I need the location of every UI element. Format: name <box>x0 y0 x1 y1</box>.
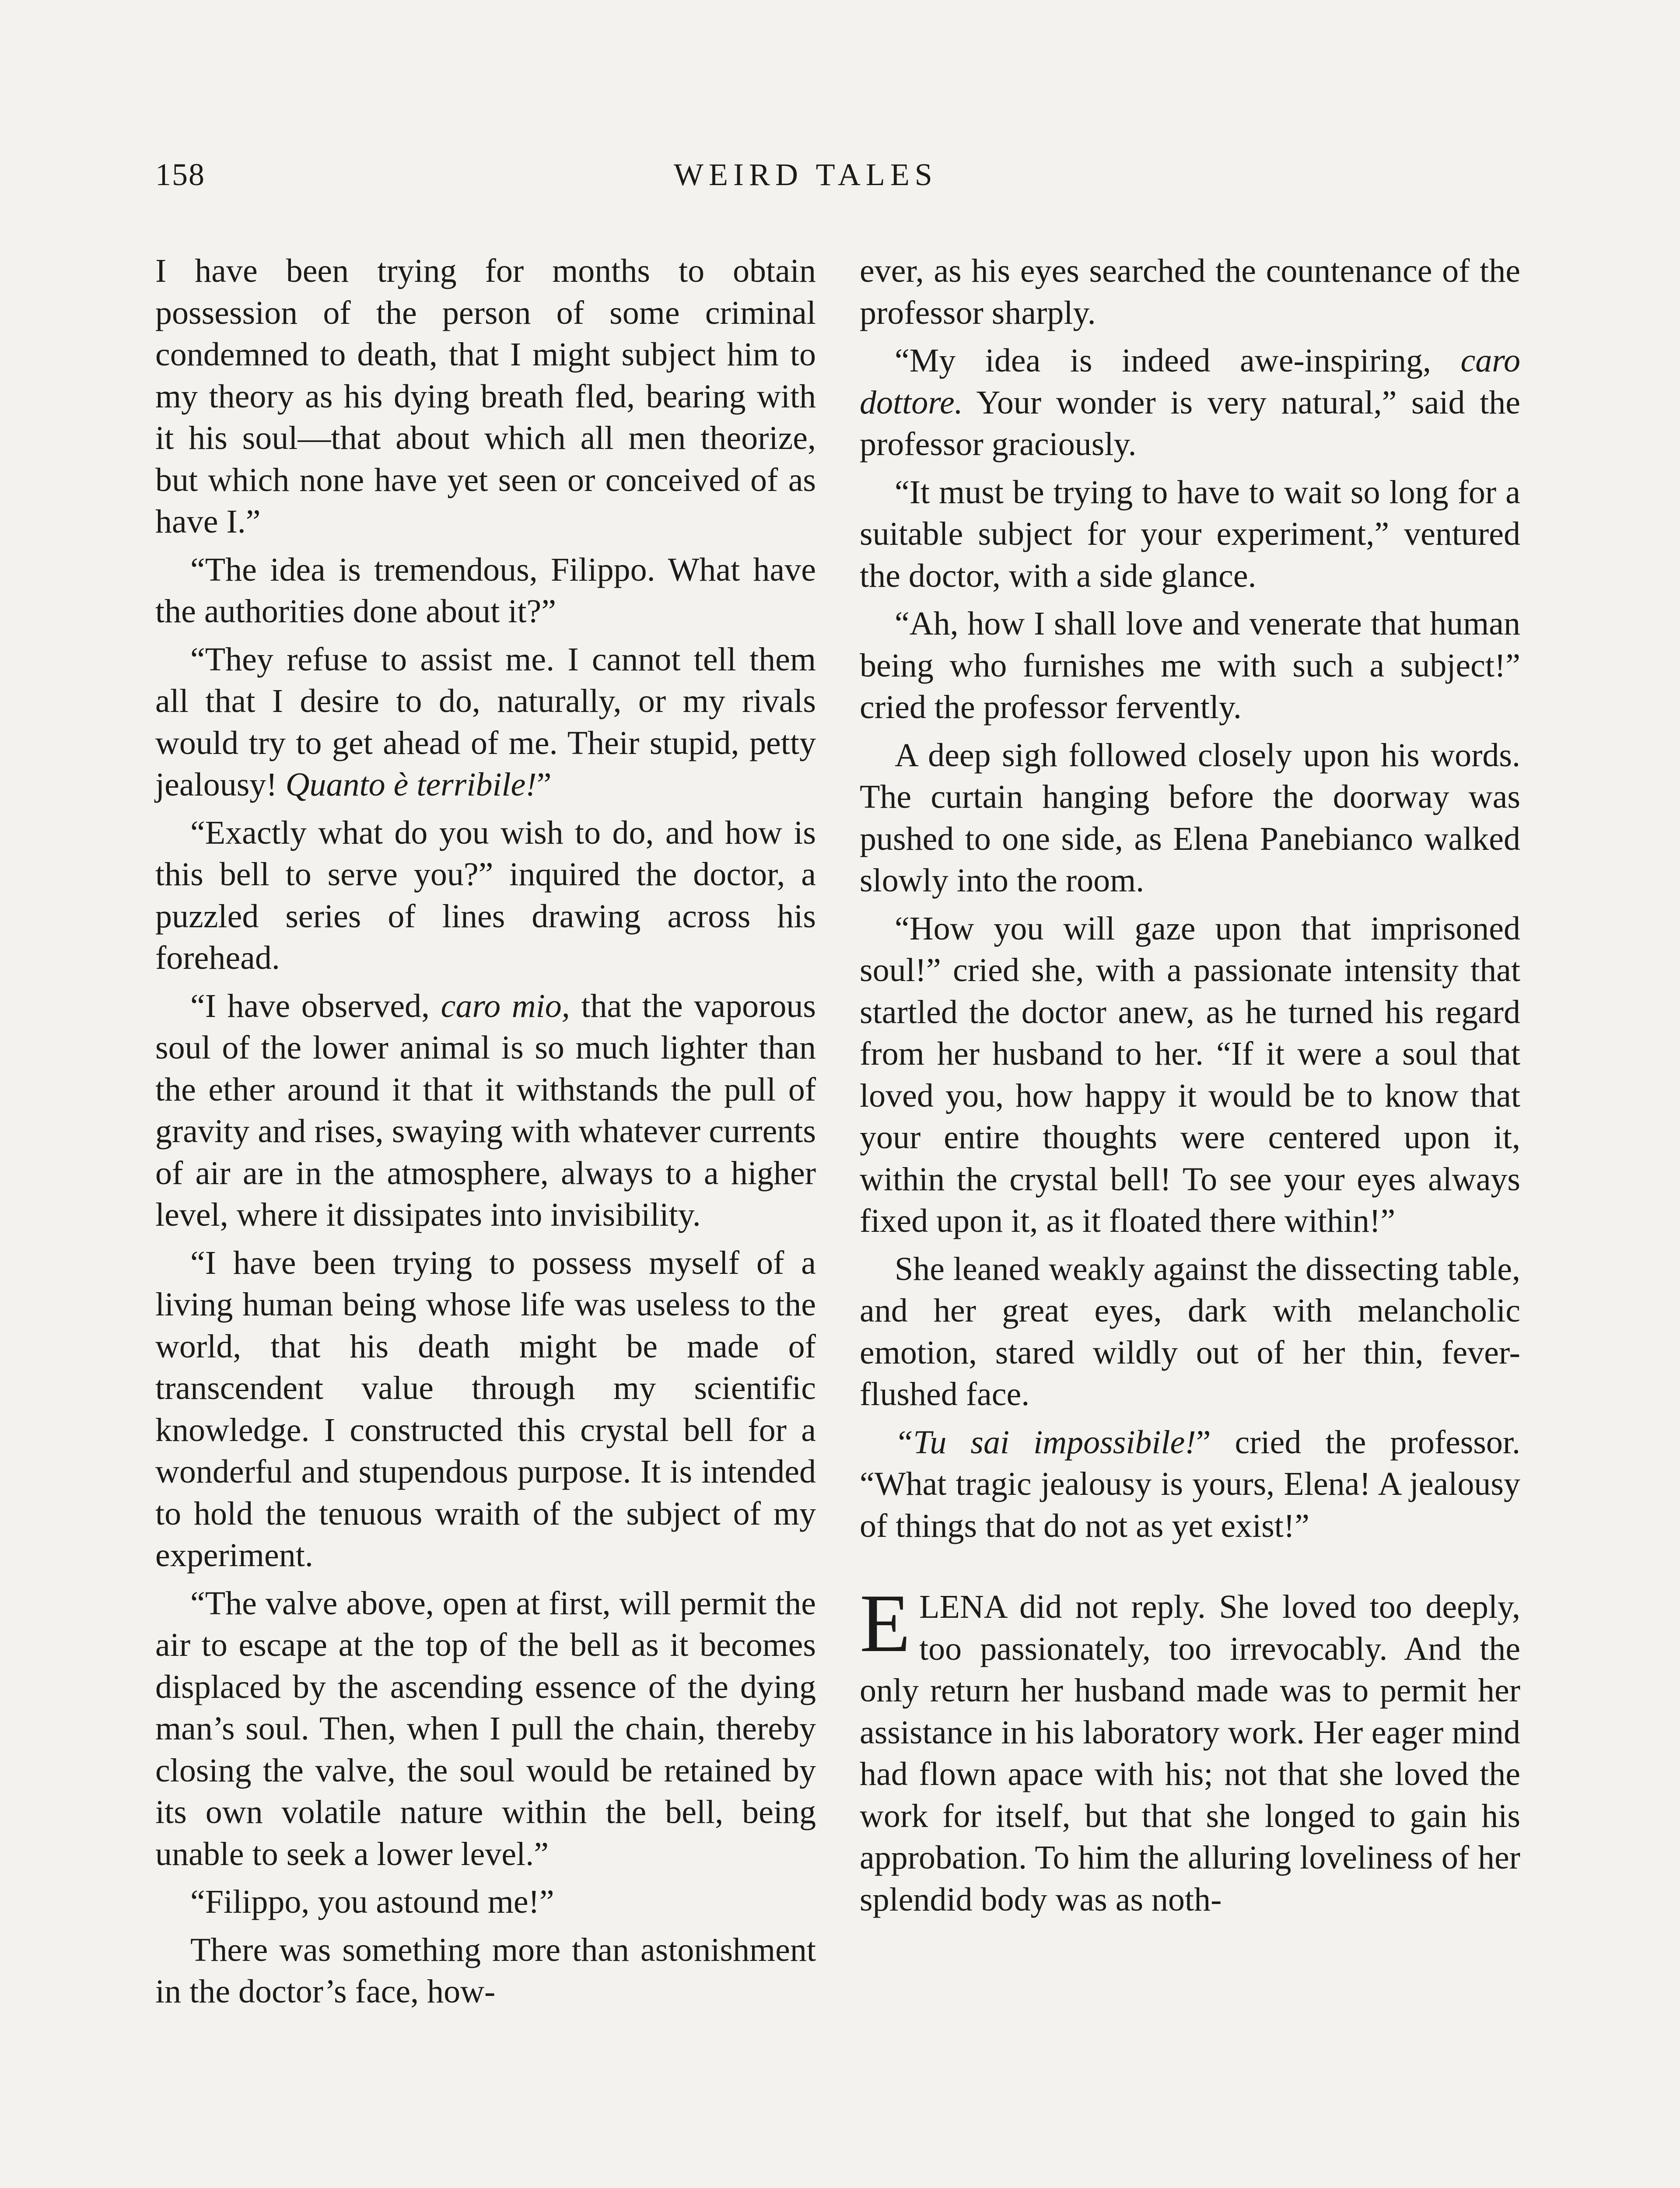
text-span: Your wonder is very natural,” said the professor graciously. <box>860 384 1520 463</box>
paragraph <box>860 1422 1520 1547</box>
text-span: “I have observed, <box>190 987 441 1024</box>
paragraph: A deep sigh followed closely upon his words. The curtain hanging before the doorway was pushed to one side, as Elena Panebianco walked slowly into the room. <box>860 736 1520 899</box>
italic-phrase: “Tu sai impossibile! <box>895 1424 1196 1461</box>
paragraph: “The valve above, open at first, will permit the air to escape at the top of the bell as it becomes displaced by the ascending essence of the dying man’s soul. Then, when I pull the chain, thereby closing the valve, the soul would be retained by its own volatile nature within the bell, being unable to seek a lower level.” <box>155 1585 816 1872</box>
paragraph <box>155 639 816 806</box>
paragraph-with-drop-cap <box>860 1578 1520 1921</box>
text-span: ” cried the professor. “What tragic jealousy is yours, Elena! A jealousy of things that do not as yet exist!” <box>860 1424 1521 1544</box>
paragraph: “Ah, how I shall love and venerate that human being who furnishes me with such a subject!” cried the professor fervently. <box>860 605 1520 726</box>
paragraph <box>155 985 816 1236</box>
paragraph: She leaned weakly against the dissecting table, and her great eyes, dark with melancholic emotion, stared wildly out of her thin, fever-flushed face. <box>860 1250 1520 1413</box>
text-span: “They refuse to assist me. I cannot tell them all that I desire to do, naturally, or my rivals would try to get ahead of me. Their stupid, petty jealousy! <box>155 641 816 803</box>
paragraph: “How you will gaze upon that imprisoned soul!” cried she, with a passionate intensity that startled the doctor anew, as he turned his regard from her husband to her. “If it were a soul that loved you, how happy it would be to know that your entire thoughts were centered upon it, within the crystal bell! To see your eyes always fixed upon it, as it floated there within!” <box>860 910 1520 1239</box>
italic-phrase: caro dottore. <box>860 342 1520 421</box>
right-column <box>860 250 1520 1927</box>
running-head-title: WEIRD TALES <box>674 157 938 192</box>
paragraph: There was something more than astonishment in the doctor’s face, how- <box>155 1931 816 2010</box>
paragraph <box>860 340 1520 466</box>
paragraph: “The idea is tremendous, Filippo. What have the authorities done about it?” <box>155 551 816 630</box>
paragraph: “Exactly what do you wish to do, and how is this bell to serve you?” inquired the doctor, a puzzled series of lines drawing across his forehead. <box>155 814 816 976</box>
paragraph: I have been trying for months to obtain possession of the person of some criminal condemned to death, that I might subject him to my theory as his dying breath fled, bearing with it his soul—that about which all men theorize, but which none have yet seen or conceived of as have I.” <box>155 252 816 540</box>
italic-phrase: caro mio, <box>441 987 570 1024</box>
text-span: ” <box>536 766 552 803</box>
left-column <box>155 250 816 2019</box>
text-span: “My idea is indeed awe-inspiring, <box>895 342 1461 379</box>
text-span: that the vaporous soul of the lower animal is so much lighter than the ether around it that it withstands the pull of gravity and rises, swaying with whatever currents of air are in the atmosphere, always to a higher level, where it dissipates into invisibility. <box>155 987 816 1233</box>
drop-cap: E <box>860 1578 911 1669</box>
page-number: 158 <box>155 157 205 192</box>
paragraph: “It must be trying to have to wait so long for a suitable subject for your experiment,” ventured the doctor, with a side glance. <box>860 473 1520 594</box>
text-span: LENA did not reply. She loved too deeply, too passionately, too irrevocably. And the only return her husband made was to permit her assistance in his laboratory work. Her eager mind had flown apace with his; not that she loved the work for itself, but that she longed to gain his approbation. To him the alluring loveliness of her splendid body was as noth- <box>860 1588 1520 1918</box>
paragraph: “I have been trying to possess myself of a living human being whose life was useless to the world, that his death might be made of transcendent value through my scientific knowledge. I constructed this crystal bell for a wonderful and stupendous purpose. It is intended to hold the tenuous wraith of the subject of my experiment. <box>155 1244 816 1574</box>
italic-phrase: Quanto è terribile! <box>285 766 537 803</box>
paragraph: ever, as his eyes searched the countenance of the professor sharply. <box>860 252 1520 331</box>
paragraph: “Filippo, you astound me!” <box>190 1883 554 1920</box>
